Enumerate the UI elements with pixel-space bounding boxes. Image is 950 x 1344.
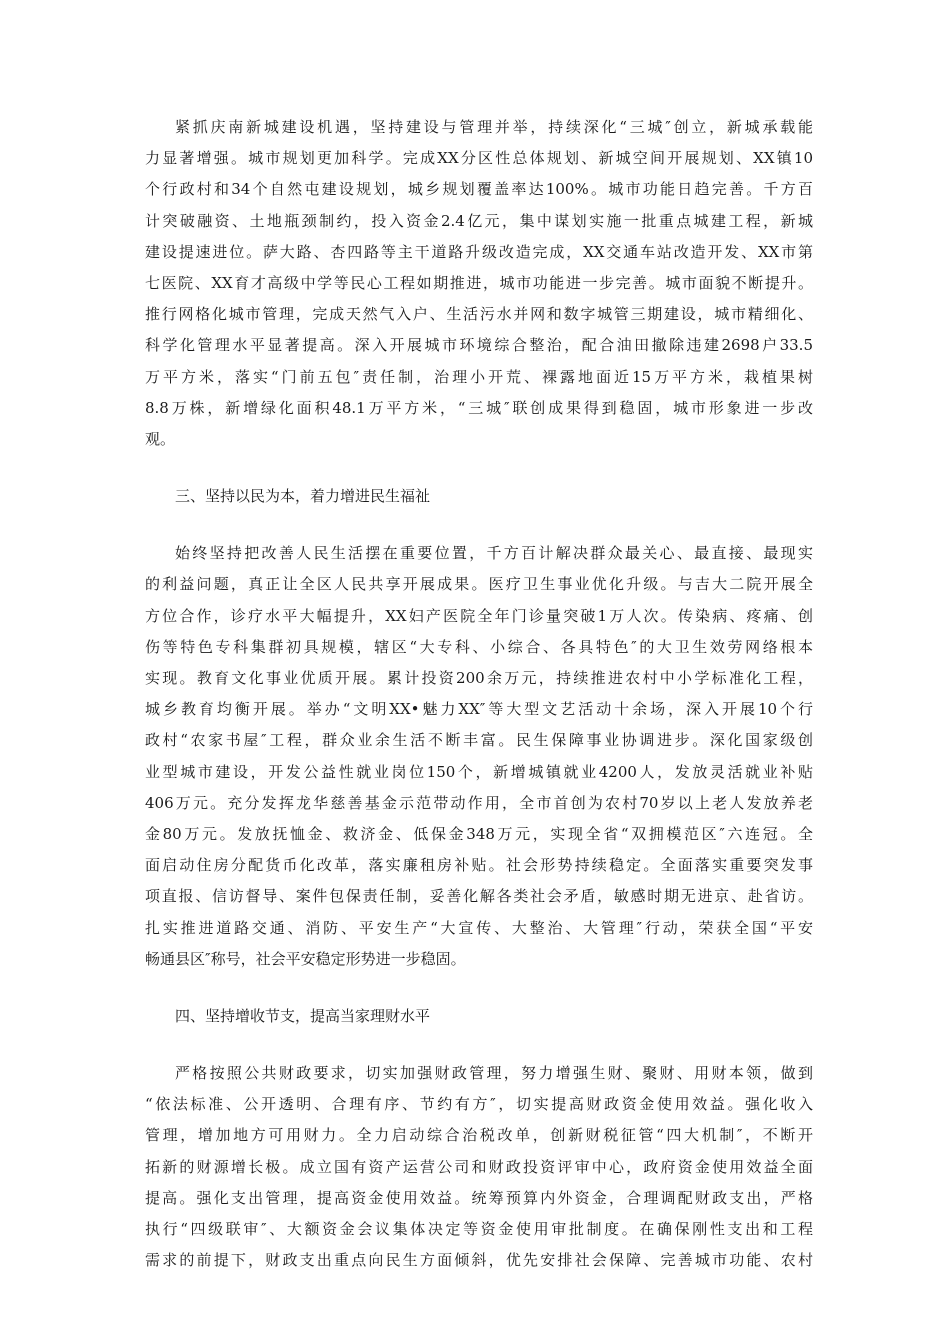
paragraph-urban-construction bbox=[145, 112, 813, 455]
paragraph-line: 个行政村和34个自然屯建设规划，城乡规划覆盖率达100%。城市功能日趋完善。千方百 bbox=[145, 180, 813, 199]
paragraph-line: 方位合作，诊疗水平大幅提升，XX妇产医院全年门诊量突破1万人次。传染病、疼痛、创 bbox=[145, 606, 813, 625]
paragraph-line: 的利益问题，真正让全区人民共享开展成果。医疗卫生事业优化升级。与吉大二院开展全 bbox=[145, 575, 813, 594]
paragraph-line: 计突破融资、土地瓶颈制约，投入资金2.4亿元，集中谋划实施一批重点城建工程，新城 bbox=[145, 211, 813, 230]
paragraph-line: 推行网格化城市管理，完成天然气入户、生活污水并网和数字城管三期建设，城市精细化、 bbox=[145, 305, 813, 324]
paragraph-line: 紧抓庆南新城建设机遇，坚持建设与管理并举，持续深化“三城″创立，新城承载能 bbox=[175, 118, 813, 136]
paragraph-line: 伤等特色专科集群初具规模，辖区“大专科、小综合、各具特色″的大卫生效劳网络根本 bbox=[145, 637, 813, 656]
paragraph-line: 始终坚持把改善人民生活摆在重要位置，千方百计解决群众最关心、最直接、最现实 bbox=[175, 544, 813, 563]
paragraph-finance bbox=[145, 1058, 813, 1276]
paragraph-line: 扎实推进道路交通、消防、平安生产“大宣传、大整治、大管理″行动，荣获全国“平安 bbox=[145, 918, 813, 937]
paragraph-livelihood bbox=[145, 538, 813, 975]
paragraph-line: “依法标准、公开透明、合理有序、节约有方″，切实提高财政资金使用效益。强化收入 bbox=[145, 1095, 813, 1114]
paragraph-line: 项直报、信访督导、案件包保责任制，妥善化解各类社会矛盾，敏感时期无进京、赴省访。 bbox=[145, 887, 813, 906]
section-heading-4: 四、坚持增收节支，提高当家理财水平 bbox=[175, 1006, 431, 1025]
paragraph-line: 力显著增强。城市规划更加科学。完成XX分区性总体规划、新城空间开展规划、XX镇10 bbox=[145, 149, 813, 168]
paragraph-line: 提高。强化支出管理，提高资金使用效益。统筹预算内外资金，合理调配财政支出，严格 bbox=[145, 1188, 813, 1207]
paragraph-line: 实现。教育文化事业优质开展。累计投资200余万元，持续推进农村中小学标准化工程， bbox=[145, 669, 813, 687]
paragraph-line: 8.8万株，新增绿化面积48.1万平方米，“三城″联创成果得到稳固，城市形象进一步改 bbox=[145, 398, 813, 417]
paragraph-line: 建设提速进位。萨大路、杏四路等主干道路升级改造完成，XX交通车站改造开发、XX市第 bbox=[145, 242, 813, 261]
paragraph-line: 执行“四级联审″、大额资金会议集体决定等资金使用审批制度。在确保刚性支出和工程 bbox=[145, 1220, 813, 1238]
paragraph-line: 科学化管理水平显著提高。深入开展城市环境综合整治，配合油田撤除违建2698户33.5 bbox=[145, 336, 813, 355]
paragraph-line: 面启动住房分配货币化改革，落实廉租房补贴。社会形势持续稳定。全面落实重要突发事 bbox=[145, 856, 813, 875]
paragraph-line: 万平方米，落实“门前五包″责任制，治理小开荒、裸露地面近15万平方米，栽植果树 bbox=[145, 367, 813, 386]
paragraph-line: 管理，增加地方可用财力。全力启动综合治税改单，创新财税征管“四大机制″，不断开 bbox=[145, 1126, 813, 1145]
paragraph-line: 观。 bbox=[145, 429, 176, 448]
paragraph-line: 政村“农家书屋″工程，群众业余生活不断丰富。民生保障事业协调进步。深化国家级创 bbox=[145, 731, 813, 750]
section-heading-3: 三、坚持以民为本，着力增进民生福祉 bbox=[175, 487, 431, 506]
paragraph-line: 业型城市建设，开发公益性就业岗位150个，新增城镇就业4200人，发放灵活就业补贴 bbox=[145, 762, 813, 781]
paragraph-line: 七医院、XX育才高级中学等民心工程如期推进，城市功能进一步完善。城市面貌不断提升。 bbox=[145, 273, 813, 292]
document-page bbox=[145, 112, 813, 1302]
paragraph-line: 406万元。充分发挥龙华慈善基金示范带动作用，全市首创为农村70岁以上老人发放养老 bbox=[145, 793, 813, 812]
paragraph-line: 金80万元。发放抚恤金、救济金、低保金348万元，实现全省“双拥模范区″六连冠。全 bbox=[145, 824, 813, 843]
paragraph-line: 畅通县区″称号，社会平安稳定形势进一步稳固。 bbox=[145, 949, 466, 968]
paragraph-line: 城乡教育均衡开展。举办“文明XX•魅力XX″等大型文艺活动十余场，深入开展10个行 bbox=[145, 700, 813, 719]
paragraph-line: 需求的前提下，财政支出重点向民生方面倾斜，优先安排社会保障、完善城市功能、农村 bbox=[145, 1251, 813, 1270]
paragraph-line: 拓新的财源增长极。成立国有资产运营公司和财政投资评审中心，政府资金使用效益全面 bbox=[145, 1157, 813, 1176]
paragraph-line: 严格按照公共财政要求，切实加强财政管理，努力增强生财、聚财、用财本领，做到 bbox=[175, 1064, 813, 1083]
